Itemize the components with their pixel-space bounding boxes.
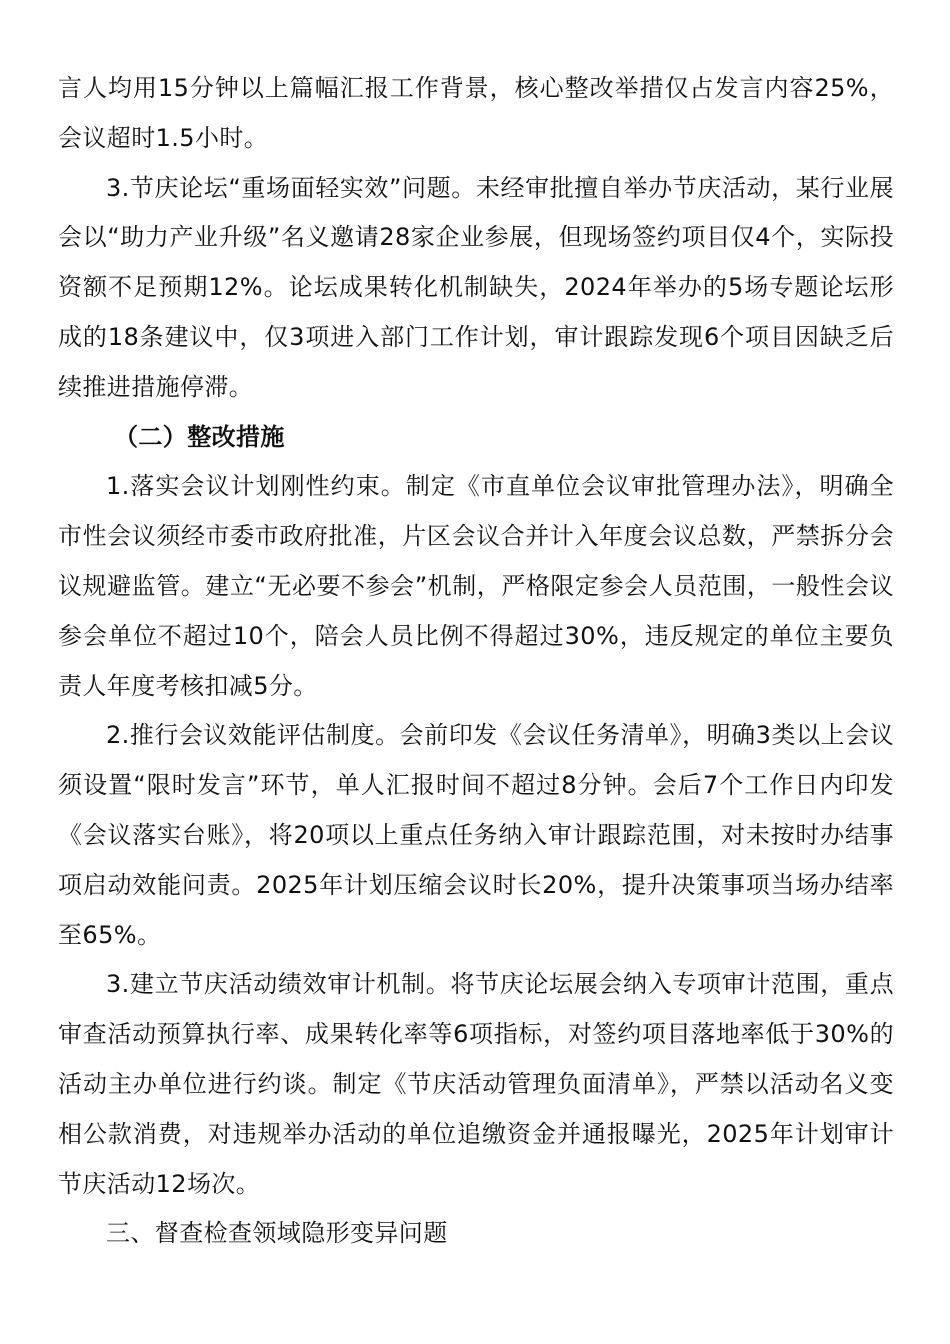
paragraph-meeting-plan-constraint: 1.落实会议计划刚性约束。制定《市直单位会议审批管理办法》，明确全市性会议须经市委市政府批准，片区会议合并计入年度会议总数，严禁拆分会议规避监管。建立“无必要不参会”机制，严格限定参会人员范围，一般性会议参会单位不超过10个，陪会人员比例不得超过30%，违反规定的单位主要负责人年度考核扣减5分。 bbox=[58, 472, 894, 700]
paragraph-festival-audit-mechanism: 3.建立节庆活动绩效审计机制。将节庆论坛展会纳入专项审计范围，重点审查活动预算执行率、成果转化率等6项指标，对签约项目落地率低于30%的活动主办单位进行约谈。制定《节庆活动管理负面清单》，严禁以活动名义变相公款消费，对违规举办活动的单位追缴资金并通报曝光，2025年计划审计节庆活动12场次。 bbox=[58, 970, 894, 1198]
paragraph-meeting-efficiency-evaluation: 2.推行会议效能评估制度。会前印发《会议任务清单》，明确3类以上会议须设置“限时发言”环节，单人汇报时间不超过8分钟。会后7个工作日内印发《会议落实台账》，将20项以上重点任务纳入审计跟踪范围，对未按时办结事项启动效能问责。2025年计划压缩会议时长20%，提升决策事项当场办结率至65%。 bbox=[58, 721, 894, 949]
section-heading-rectification: （二）整改措施 bbox=[114, 422, 285, 451]
section-heading-inspection: 三、督查检查领域隐形变异问题 bbox=[106, 1219, 448, 1248]
document-body bbox=[58, 64, 894, 1259]
paragraph-festival-forum-issue: 3.节庆论坛“重场面轻实效”问题。未经审批擅自举办节庆活动，某行业展会以“助力产业升级”名义邀请28家企业参展，但现场签约项目仅4个，实际投资额不足预期12%。论坛成果转化机制缺失，2024年举办的5场专题论坛形成的18条建议中，仅3项进入部门工作计划，审计跟踪发现6个项目因缺乏后续推进措施停滞。 bbox=[58, 173, 894, 401]
paragraph-continuation: 言人均用15分钟以上篇幅汇报工作背景，核心整改举措仅占发言内容25%，会议超时1.5小时。 bbox=[58, 74, 894, 152]
